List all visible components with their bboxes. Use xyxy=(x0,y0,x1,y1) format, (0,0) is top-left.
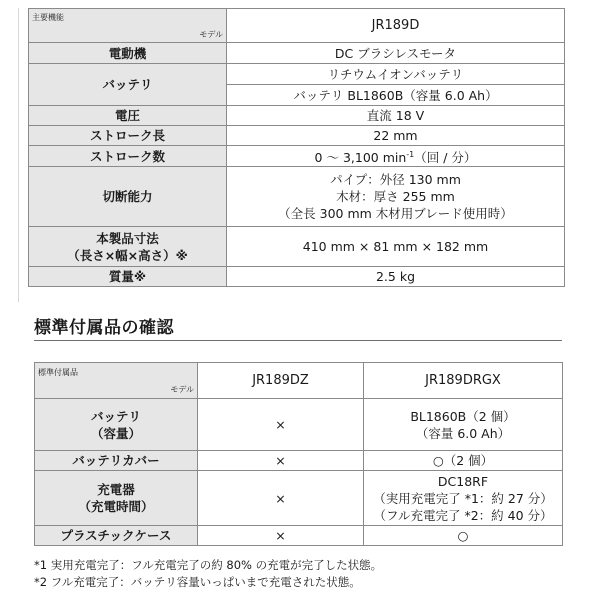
stroke-rate-unit: （回 / 分） xyxy=(414,150,477,166)
spec-value-voltage: 直流 18 V xyxy=(227,106,565,126)
accessory-label-battery xyxy=(35,399,198,451)
spec-value-weight: 2.5 kg xyxy=(227,267,565,287)
spec-row xyxy=(29,126,565,146)
accessories-model-header-2: JR189DRGX xyxy=(364,363,563,399)
spec-corner-top: モデル xyxy=(199,29,223,39)
spec-row xyxy=(29,64,565,85)
spec-value-motor: DC ブラシレスモータ xyxy=(227,43,565,64)
stroke-rate-main: 0 ～ 3,100 min xyxy=(314,150,407,166)
spec-label-weight: 質量※ xyxy=(29,267,227,287)
footnote: *2 フル充電完了：バッテリ容量いっぱいまで充電された状態。 xyxy=(34,575,361,589)
spec-label-stroke-rate: ストローク数 xyxy=(29,146,227,167)
spec-row xyxy=(29,106,565,126)
section-divider xyxy=(34,340,562,341)
accessories-corner-cell xyxy=(35,363,198,399)
spec-value-stroke-length: 22 mm xyxy=(227,126,565,146)
dimensions-label-line: （長さ×幅×高さ）※ xyxy=(67,247,188,263)
spec-label-cutting-capacity: 切断能力 xyxy=(29,167,227,227)
accessory-dz-battery: × xyxy=(198,399,364,451)
spec-corner-cell xyxy=(29,9,227,43)
accessory-dz-charger: × xyxy=(198,471,364,526)
accessories-row xyxy=(35,471,563,526)
accessories-corner-top: モデル xyxy=(170,384,194,394)
stroke-rate-exponent: -1 xyxy=(406,149,415,159)
spec-model-header: JR189D xyxy=(227,9,565,43)
spec-label-stroke-length: ストローク長 xyxy=(29,126,227,146)
accessory-value-line: （フル充電完了 *2：約 40 分） xyxy=(373,507,553,523)
accessories-table xyxy=(34,362,563,546)
footnote: *1 実用充電完了：フル充電完了の約 80% の充電が完了した状態。 xyxy=(34,558,383,572)
accessories-model-header-1: JR189DZ xyxy=(198,363,364,399)
spec-header-row xyxy=(29,9,565,43)
accessory-label-line: （充電時間） xyxy=(78,499,154,514)
accessory-value-line: （実用充電完了 *1：約 27 分） xyxy=(373,490,553,506)
spec-row xyxy=(29,43,565,64)
accessory-value-line: DC18RF xyxy=(437,473,489,489)
accessory-dz-plastic-case: × xyxy=(198,526,364,546)
page-edge-shadow xyxy=(18,8,19,302)
dimensions-label-line: 本製品寸法 xyxy=(96,230,159,246)
spec-label-dimensions xyxy=(29,227,227,267)
spec-value-dimensions: 410 mm × 81 mm × 182 mm xyxy=(227,227,565,267)
spec-corner-bottom: 主要機能 xyxy=(32,12,64,22)
accessory-label-line: 充電器 xyxy=(97,482,135,497)
accessories-row xyxy=(35,399,563,451)
spec-value-cutting-capacity xyxy=(227,167,565,227)
accessory-dz-battery-cover: × xyxy=(198,451,364,471)
footnotes xyxy=(34,557,382,591)
spec-row xyxy=(29,227,565,267)
spec-value-battery-model: バッテリ BL1860B（容量 6.0 Ah） xyxy=(227,85,565,106)
accessory-label-line: （容量） xyxy=(90,425,141,441)
accessories-header-row xyxy=(35,363,563,399)
cutting-capacity-wood: 木材：厚さ 255 mm xyxy=(336,189,455,204)
spec-label-motor: 電動機 xyxy=(29,43,227,64)
spec-table xyxy=(28,8,565,287)
cutting-capacity-pipe: パイプ：外径 130 mm xyxy=(330,172,461,187)
accessory-drgx-plastic-case: ○ xyxy=(364,526,563,546)
accessory-label-plastic-case: プラスチックケース xyxy=(35,526,198,546)
section-title: 標準付属品の確認 xyxy=(34,318,174,338)
spec-value-stroke-rate xyxy=(227,146,565,167)
accessory-drgx-battery-cover: ○（2 個） xyxy=(364,451,563,471)
accessory-value-line: （容量 6.0 Ah） xyxy=(415,425,511,441)
accessory-label-charger xyxy=(35,471,198,526)
cutting-capacity-note: （全長 300 mm 木材用ブレード使用時） xyxy=(278,206,513,221)
accessories-corner-bottom: 標準付属品 xyxy=(38,367,78,377)
spec-label-battery: バッテリ xyxy=(29,64,227,106)
accessory-drgx-battery xyxy=(364,399,563,451)
accessory-drgx-charger xyxy=(364,471,563,526)
spec-row xyxy=(29,267,565,287)
spec-label-voltage: 電圧 xyxy=(29,106,227,126)
spec-row xyxy=(29,146,565,167)
accessory-value-line: BL1860B（2 個） xyxy=(410,408,516,424)
accessory-label-line: バッテリ xyxy=(90,408,141,424)
spec-value-battery-type: リチウムイオンバッテリ xyxy=(227,64,565,85)
spec-row xyxy=(29,167,565,227)
accessories-row xyxy=(35,451,563,471)
accessories-row xyxy=(35,526,563,546)
accessory-label-battery-cover: バッテリカバー xyxy=(35,451,198,471)
